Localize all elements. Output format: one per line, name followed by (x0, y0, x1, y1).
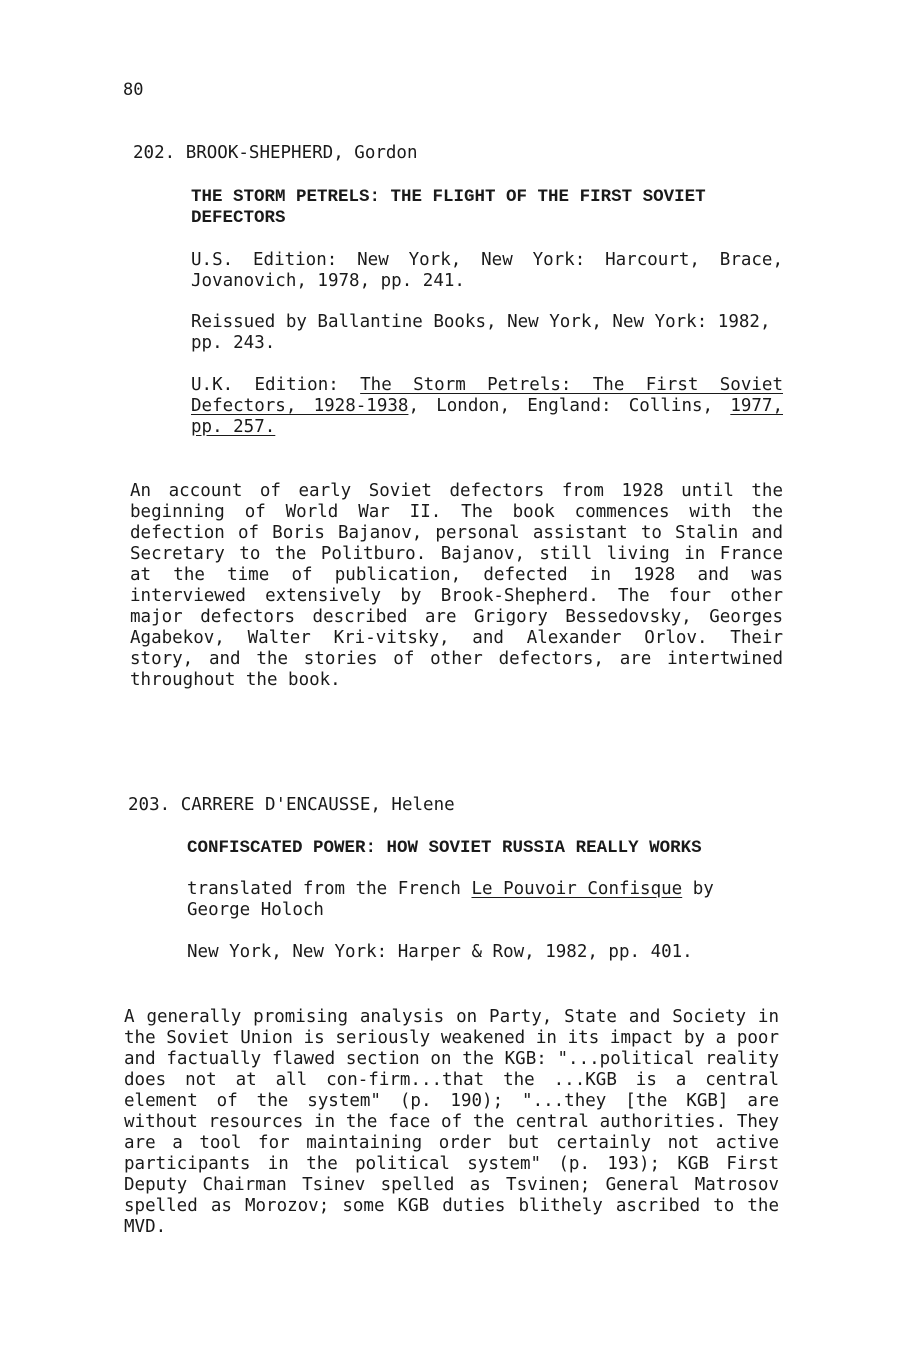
publication-info: New York, New York: Harper & Row, 1982, pp. 401. (187, 942, 693, 962)
entry-title: CONFISCATED POWER: HOW SOVIET RUSSIA REALLY WORKS (187, 838, 702, 858)
entry-title: THE STORM PETRELS: THE FLIGHT OF THE FIRST SOVIET DEFECTORS (191, 187, 706, 228)
entry-heading (133, 143, 418, 163)
entry-annotation: An account of early Soviet defectors from 1928 until the beginning of World War II. The book commences with the defection of Boris Bajanov, personal assistant to Stalin and Secretary to the Politburo. Bajanov, still living in France at the time of publication, defected in 1928 and was interviewed extensively by Brook-Shepherd. The four other major defectors described are Grigory Bessedovsky, Georges Agabekov, Walter Kri-vitsky, and Alexander Orlov. Their story, and the stories of other defectors, are intertwined throughout the book. (130, 481, 783, 690)
entry-number: 202. (133, 143, 176, 163)
entry-heading (128, 795, 455, 815)
entry-number: 203. (128, 795, 171, 815)
uk-edition (191, 375, 783, 438)
translator: by George Holoch (187, 879, 714, 920)
original-title: Le Pouvoir Confisque (471, 879, 683, 899)
entry-annotation: A generally promising analysis on Party, State and Society in the Soviet Union is seriously weakened in its impact by a poor and factually flawed section on the KGB: "...political reality does not at all con-firm...that the ...KGB is a central element of the system" (p. 190); "...they [the KGB] are without resources in the face of the central authorities. They are a tool for maintaining order but certainly not active participants in the political system" (p. 193); KGB First Deputy Chairman Tsinev spelled as Tsvinen; General Matrosov spelled as Morozov; some KGB duties blithely ascribed to the MVD. (124, 1007, 779, 1237)
reissue-note: Reissued by Ballantine Books, New York, New York: 1982, pp. 243. (191, 312, 771, 353)
uk-edition-date: 1977, pp. 257. (191, 396, 783, 437)
page-number: 80 (123, 80, 144, 100)
uk-edition-publisher: , London, England: Collins, (408, 396, 731, 416)
uk-edition-prefix: U.K. Edition: (191, 375, 361, 395)
translation-note (187, 879, 787, 921)
us-edition: U.S. Edition: New York, New York: Harcourt, Brace, Jovanovich, 1978, pp. 241. (191, 250, 783, 291)
entry-author: CARRERE D'ENCAUSSE, Helene (180, 795, 455, 815)
entry-author: BROOK-SHEPHERD, Gordon (185, 143, 418, 163)
translation-prefix: translated from the French (187, 879, 472, 899)
uk-edition-title: The Storm Petrels: The First Soviet Defectors, 1928-1938 (191, 375, 783, 416)
